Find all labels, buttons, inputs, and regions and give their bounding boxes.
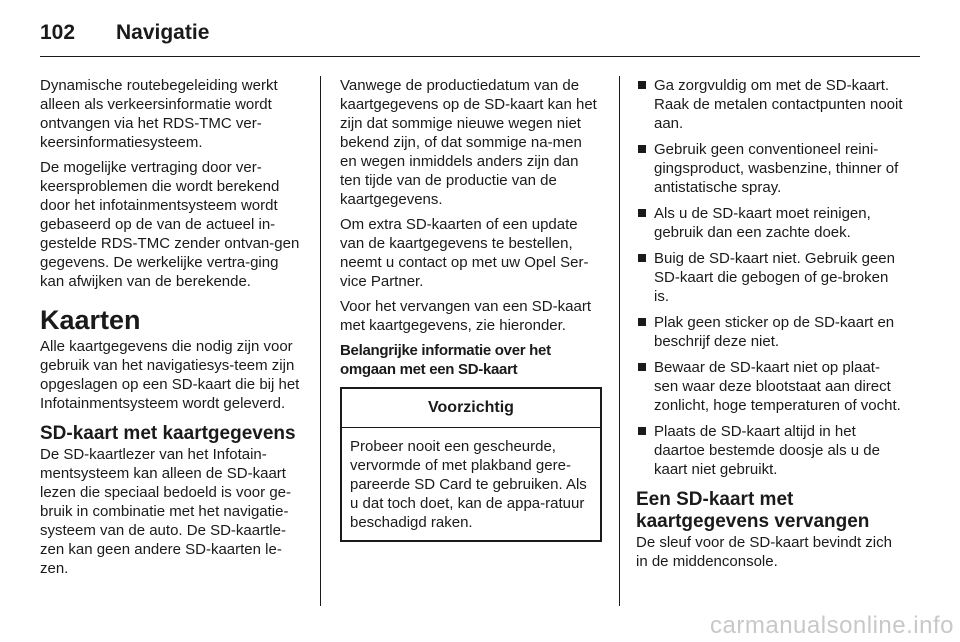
bullet-square-icon [638,363,646,371]
column-divider [320,76,321,606]
column-1 [40,76,302,584]
bullet-square-icon [638,427,646,435]
page-title: Navigatie [116,21,210,44]
column-3 [636,76,904,577]
column-divider [619,76,620,606]
bullet-list [636,76,904,479]
paragraph: Voor het vervangen van een SD-kaart met kaartgegevens, zie hieronder. [340,298,591,334]
paragraph: Alle kaartgegevens die nodig zijn voor gebruik van het navigatiesys-teem zijn opgeslagen op een SD-kaart die bij het Infotainmentsysteem wordt geleverd. [40,338,300,412]
list-item: Gebruik geen conventioneel reini-gingsproduct, wasbenzine, thinner of antistatische spray. [636,140,904,197]
info-heading: Belangrijke informatie over het omgaan met een SD-kaart [340,342,551,378]
list-item: Ga zorgvuldig om met de SD-kaart. Raak de metalen contactpunten nooit aan. [636,76,904,133]
paragraph: De mogelijke vertraging door ver-keersproblemen die wordt berekend door het infotainmentsysteem wordt gebaseerd op de van de actueel in-gestelde RDS-TMC zender ontvan-gen gegevens. De werkelijke vertra-ging kan afwijken van de berekende. [40,159,300,290]
paragraph: Om extra SD-kaarten of een update van de kaartgegevens te bestellen, neemt u contact op met uw Opel Ser-vice Partner. [340,216,589,290]
list-item: Plaats de SD-kaart altijd in het daartoe bestemde doosje als u de kaart niet gebruikt. [636,422,904,479]
caution-text: Probeer nooit een gescheurde, vervormde of met plakband gere-pareerde SD Card te gebruiken. Als u dat toch doet, kan de appa-ratuur beschadigd raken. [350,438,587,531]
bullet-square-icon [638,209,646,217]
list-item: Bewaar de SD-kaart niet op plaat-sen waar deze blootstaat aan direct zonlicht, hoge temperaturen of vocht. [636,358,904,415]
paragraph: Vanwege de productiedatum van de kaartgegevens op de SD-kaart kan het zijn dat sommige nieuwe wegen niet bekend zijn, of dat sommige na-men en wegen inmiddels anders zijn dan ten tijde van de productie van de kaartgegevens. [340,77,597,208]
bullet-square-icon [638,318,646,326]
page-number: 102 [40,21,76,44]
bullet-square-icon [638,81,646,89]
caution-box [340,387,602,542]
bullet-square-icon [638,254,646,262]
bullet-square-icon [638,145,646,153]
paragraph: Dynamische routebegeleiding werkt alleen als verkeersinformatie wordt ontvangen via het RDS-TMC ver-keersinformatiesysteem. [40,77,278,151]
list-item: Als u de SD-kaart moet reinigen, gebruik dan een zachte doek. [636,204,904,242]
caution-title: Voorzichtig [342,389,600,428]
page-header [40,14,920,57]
paragraph: De sleuf voor de SD-kaart bevindt zich in de middenconsole. [636,534,892,570]
subsection-heading: Een SD-kaart met kaartgegevens vervangen [636,489,870,532]
column-2 [340,76,602,542]
subsection-heading: SD-kaart met kaartgegevens [40,423,296,444]
watermark: carmanualsonline.info [710,612,954,639]
list-item: Buig de SD-kaart niet. Gebruik geen SD-kaart die gebogen of ge-broken is. [636,249,904,306]
list-item: Plak geen sticker op de SD-kaart en beschrijf deze niet. [636,313,904,351]
paragraph: De SD-kaartlezer van het Infotain-mentsysteem kan alleen de SD-kaart lezen die speciaal bedoeld is voor ge-bruik in combinatie met het navigatie-systeem van de auto. De SD-kaartle-zen kan geen andere SD-kaarten le-zen. [40,446,291,577]
section-heading: Kaarten [40,305,141,335]
